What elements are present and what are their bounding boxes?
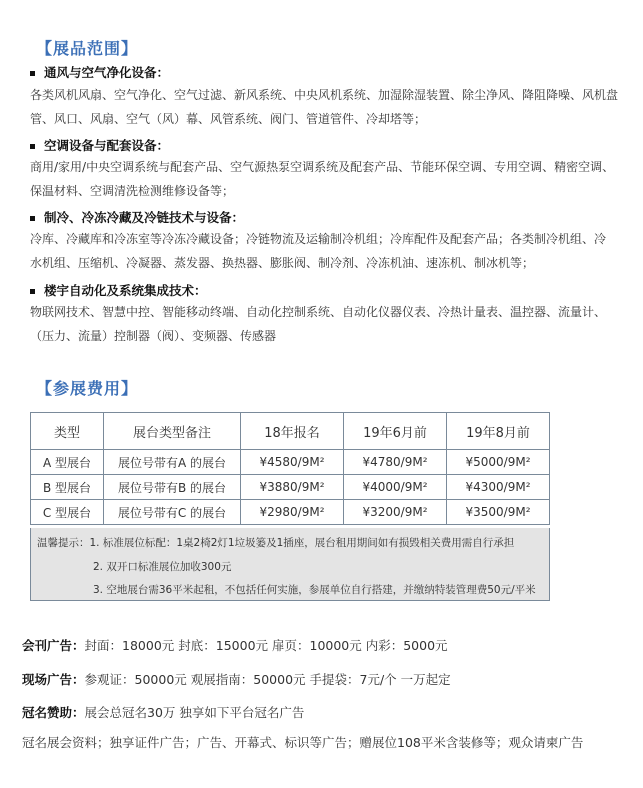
category-text-line: 保温材料、空调清洗检测维修设备等； (30, 184, 235, 198)
category-text-line: 物联网技术、智慧中控、智能移动终端、自动化控制系统、自动化仪器仪表、冷热计量表、温控器、流量计、 (30, 305, 607, 319)
fee-table (30, 412, 550, 525)
bullet-icon (30, 289, 35, 294)
category-air-conditioning (30, 136, 169, 154)
category-refrigeration (30, 208, 244, 226)
cell-price: ¥3880/9M² (241, 475, 344, 500)
journal-ads-label: 会刊广告： (22, 638, 85, 653)
category-text-line: 水机组、压缩机、冷凝器、蒸发器、换热器、膨胀阀、制冷剂、冷冻机油、速冻机、制冰机等； (30, 256, 535, 270)
onsite-ads-text: 参观证：50000元 观展指南：50000元 手提袋：7元/个 一万起定 (84, 672, 451, 687)
category-text-line: 管、风口、风扇、空气（风）幕、风管系统、阀门、管道管件、冷却塔等； (30, 112, 427, 126)
table-row (31, 500, 550, 525)
bullet-icon (30, 216, 35, 221)
onsite-ads-label: 现场广告： (22, 672, 85, 687)
category-ventilation (30, 63, 169, 81)
journal-ads (22, 636, 448, 654)
category-label: 楼宇自动化及系统集成技术： (44, 283, 207, 298)
onsite-ads (22, 670, 451, 688)
category-text-line: （压力、流量）控制器（阀）、变频器、传感器 (30, 329, 277, 343)
bullet-icon (30, 144, 35, 149)
bullet-icon (30, 71, 35, 76)
table-header-row (31, 413, 550, 450)
cell-price: ¥4000/9M² (344, 475, 447, 500)
category-text-line: 各类风机风扇、空气净化、空气过滤、新风系统、中央风机系统、加湿除湿装置、除尘净风、降阻降噪、风机盘 (30, 88, 619, 102)
cell-type: A 型展台 (31, 450, 104, 475)
header-2019-aug: 19年8月前 (447, 413, 550, 450)
header-2019-june: 19年6月前 (344, 413, 447, 450)
category-text-line: 商用/家用/中央空调系统与配套产品、空气源热泵空调系统及配套产品、节能环保空调、专用空调、精密空调、 (30, 160, 615, 174)
cell-note: 展位号带有A 的展台 (104, 450, 241, 475)
cell-note: 展位号带有B 的展台 (104, 475, 241, 500)
category-text-line: 冷库、冷藏库和冷冻室等冷冻冷藏设备；冷链物流及运输制冷机组；冷库配件及配套产品；各类制冷机组、冷 (30, 232, 607, 246)
category-building-automation (30, 281, 207, 299)
cell-note: 展位号带有C 的展台 (104, 500, 241, 525)
naming-sponsor-text: 展会总冠名30万 独享如下平台冠名广告 (84, 705, 305, 720)
header-2018: 18年报名 (241, 413, 344, 450)
cell-price: ¥4780/9M² (344, 450, 447, 475)
cell-price: ¥3500/9M² (447, 500, 550, 525)
header-note: 展台类型备注 (104, 413, 241, 450)
cell-price: ¥3200/9M² (344, 500, 447, 525)
cell-type: C 型展台 (31, 500, 104, 525)
fee-notes (30, 528, 550, 601)
naming-sponsor-detail: 冠名展会资料；独享证件广告；广告、开幕式、标识等广告；赠展位108平米含装修等；观众请柬广告 (22, 735, 584, 750)
header-type: 类型 (31, 413, 104, 450)
fees-title: 【参展费用】 (36, 379, 139, 398)
table-row (31, 475, 550, 500)
note-line: 温馨提示：1. 标准展位标配：1桌2椅2灯1垃圾篓及1插座，展台租用期间如有损毁相关费用需自行承担 (37, 537, 515, 549)
journal-ads-text: 封面：18000元 封底：15000元 扉页：10000元 内彩：5000元 (84, 638, 448, 653)
cell-price: ¥5000/9M² (447, 450, 550, 475)
category-label: 通风与空气净化设备： (44, 65, 170, 80)
cell-price: ¥4300/9M² (447, 475, 550, 500)
cell-price: ¥4580/9M² (241, 450, 344, 475)
cell-type: B 型展台 (31, 475, 104, 500)
category-label: 空调设备与配套设备： (44, 138, 170, 153)
category-label: 制冷、冷冻冷藏及冷链技术与设备： (44, 210, 245, 225)
naming-sponsor (22, 703, 304, 721)
naming-sponsor-label: 冠名赞助： (22, 705, 85, 720)
note-line: 3. 空地展台需36平米起租，不包括任何实施，参展单位自行搭建，并缴纳特装管理费50元/平米 (93, 584, 536, 596)
cell-price: ¥2980/9M² (241, 500, 344, 525)
exhibits-title: 【展品范围】 (36, 39, 139, 58)
note-line: 2. 双开口标准展位加收300元 (93, 561, 232, 573)
table-row (31, 450, 550, 475)
